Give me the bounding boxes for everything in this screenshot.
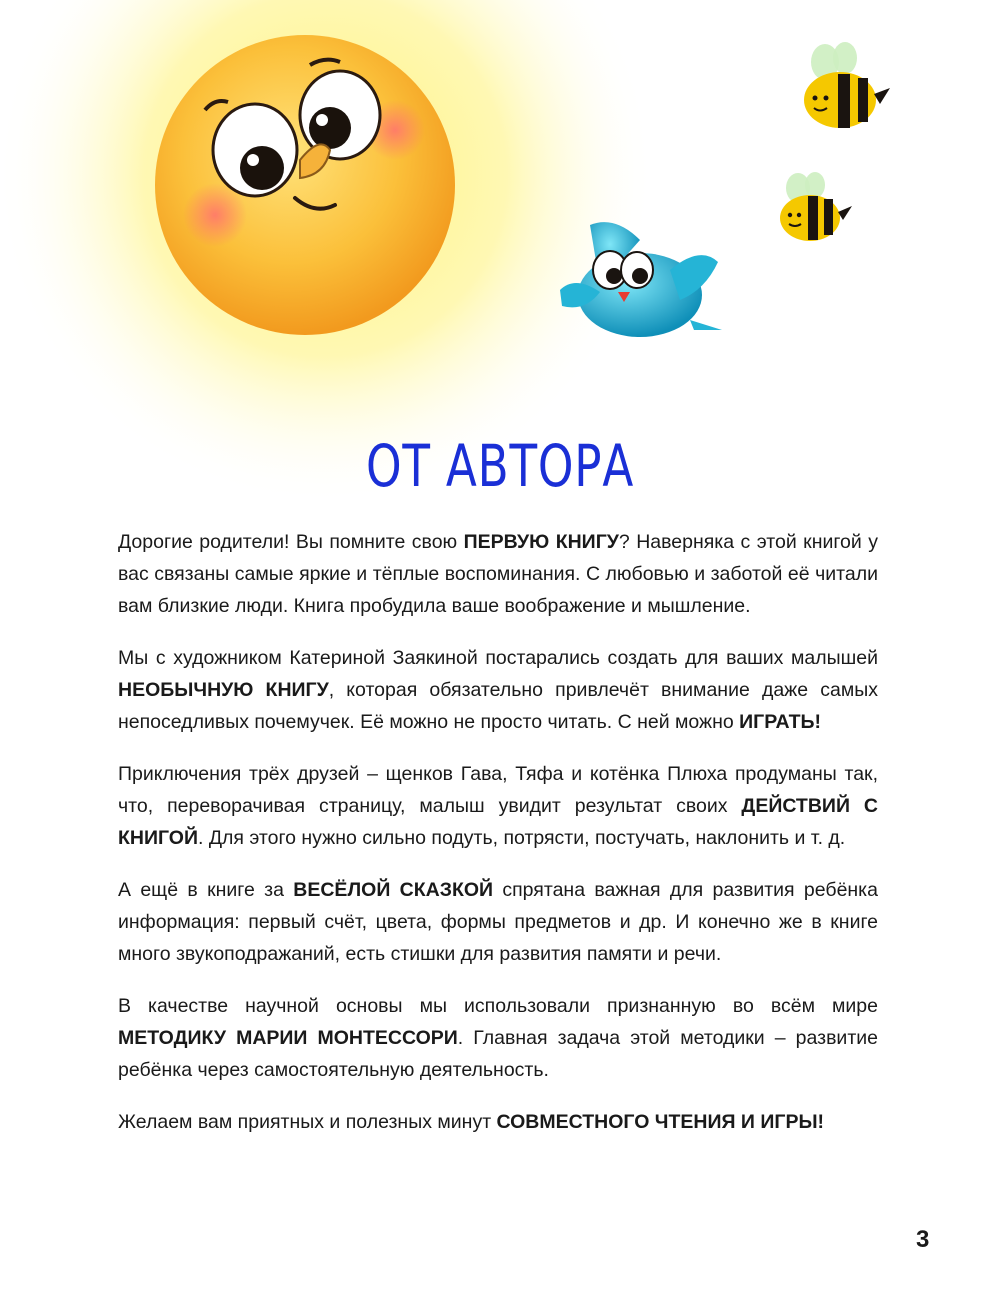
emphasis-text: ИГРАТЬ! [739,711,822,733]
emphasis-text: ПЕРВУЮ КНИГУ [463,531,619,553]
paragraph: Приключения трёх друзей – щенков Гава, Тяфа и котёнка Плюха продуманы так, что, переворачивая страницу, малыш увидит результат своих ДЕЙСТВИЙ С КНИГОЙ. Для этого нужно сильно подуть, потрясти, постучать, наклонить и т. д. [118,763,878,849]
bee-illustration [804,42,890,128]
emphasis-text: ВЕСЁЛОЙ СКАЗКОЙ [293,879,494,901]
bee-illustration [780,172,852,241]
page-number: 3 [916,1226,930,1253]
body-text [118,526,878,1158]
emphasis-text: НЕОБЫЧНУЮ КНИГУ [118,679,329,701]
paragraph: Дорогие родители! Вы помните свою ПЕРВУЮ КНИГУ? Наверняка с этой книгой у вас связаны самые яркие и тёплые воспоминания. С любовью и заботой её читали вам близкие люди. Книга пробудила ваше воображение и мышление. [118,531,878,617]
paragraph: Мы с художником Катериной Заякиной постарались создать для ваших малышей НЕОБЫЧНУЮ КНИГУ, которая обязательно привлечёт внимание даже самых непоседливых почемучек. Её можно не просто читать. С ней можно ИГРАТЬ! [118,647,878,733]
sun-illustration [0,0,655,505]
emphasis-text: СОВМЕСТНОГО ЧТЕНИЯ И ИГРЫ! [496,1111,825,1133]
emphasis-text: МЕТОДИКУ МАРИИ МОНТЕССОРИ [118,1027,458,1049]
paragraph: А ещё в книге за ВЕСЁЛОЙ СКАЗКОЙ спрятана важная для развития ребёнка информация: первый счёт, цвета, формы предметов и др. И конечно же в книге много звукоподражаний, есть стишки для развития памяти и речи. [118,879,878,965]
page-title: ОТ АВТОРА [365,432,635,500]
paragraph: В качестве научной основы мы использовали признанную во всём мире МЕТОДИКУ МАРИИ МОНТЕССОРИ. Главная задача этой методики – развитие ребёнка через самостоятельную деятельность. [118,995,878,1081]
paragraph: Желаем вам приятных и полезных минут СОВМЕСТНОГО ЧТЕНИЯ И ИГРЫ! [118,1111,825,1133]
emphasis-text: ДЕЙСТВИЙ С КНИГОЙ [118,795,878,849]
